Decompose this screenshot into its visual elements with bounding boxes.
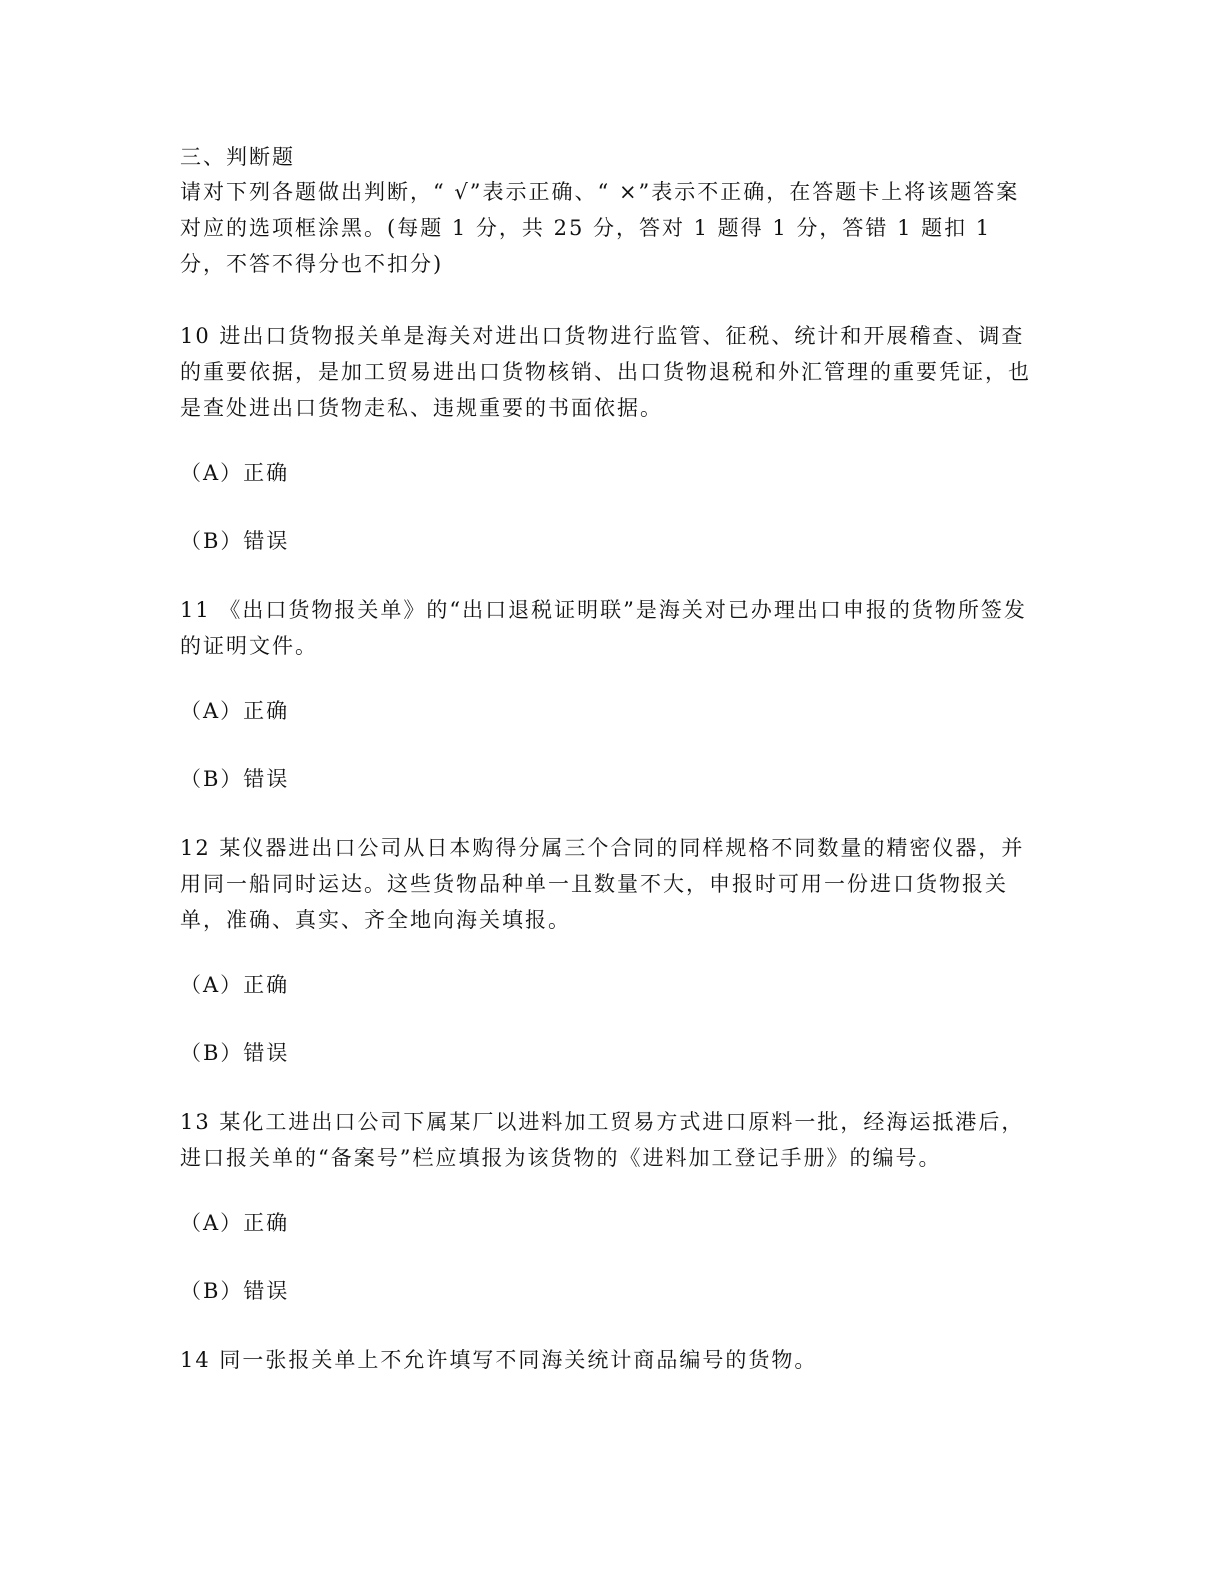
section-instructions: 请对下列各题做出判断，“ √”表示正确、“ ×”表示不正确，在答题卡上将该题答案对应的选项框涂黑。(每题 1 分，共 25 分，答对 1 题得 1 分，答错 1 题扣 1 分，不答不得分也不扣分) — [180, 180, 1020, 276]
question-text: 13 某化工进出口公司下属某厂以进料加工贸易方式进口原料一批，经海运抵港后，进口报关单的“备案号”栏应填报为该货物的《进料加工登记手册》的编号。 — [180, 1110, 1025, 1170]
option-a[interactable]: （A）正确 — [180, 699, 290, 723]
option-b[interactable]: （B）错误 — [180, 1041, 290, 1065]
option-a[interactable]: （A）正确 — [180, 1211, 290, 1235]
section-heading: 三、判断题 — [180, 145, 295, 169]
question-13 — [180, 1104, 1040, 1306]
question-12 — [180, 830, 1040, 1068]
question-text: 10 进出口货物报关单是海关对进出口货物进行监管、征税、统计和开展稽查、调查的重要依据，是加工贸易进出口货物核销、出口货物退税和外汇管理的重要凭证，也是查处进出口货物走私、违规重要的书面依据。 — [180, 324, 1031, 420]
document-page — [180, 140, 1040, 1378]
option-a[interactable]: （A）正确 — [180, 973, 290, 997]
question-10 — [180, 318, 1040, 556]
question-11 — [180, 592, 1040, 794]
option-a[interactable]: （A）正确 — [180, 461, 290, 485]
option-b[interactable]: （B）错误 — [180, 767, 290, 791]
question-text: 12 某仪器进出口公司从日本购得分属三个合同的同样规格不同数量的精密仪器，并用同一船同时运达。这些货物品种单一且数量不大，申报时可用一份进口货物报关单，准确、真实、齐全地向海关填报。 — [180, 836, 1025, 932]
option-b[interactable]: （B）错误 — [180, 1279, 290, 1303]
question-14 — [180, 1342, 1040, 1378]
option-b[interactable]: （B）错误 — [180, 529, 290, 553]
question-text: 14 同一张报关单上不允许填写不同海关统计商品编号的货物。 — [180, 1348, 818, 1372]
question-text: 11 《出口货物报关单》的“出口退税证明联”是海关对已办理出口申报的货物所签发的证明文件。 — [180, 598, 1027, 658]
